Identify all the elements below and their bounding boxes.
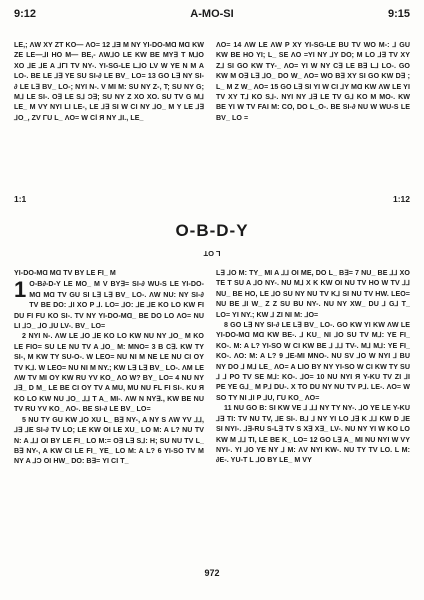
header-title: A-MO-SI: [190, 8, 234, 20]
paragraph: ΛO= 14 ΛW LE ΛW P XY YI-SG-LE BU TV WO M-: ⅃ GU KW BE HO YI; L_ SE ΛO =YI NY ⅃Y DO; M LO ⅃∃ TV XY Z⅃ SI GO KW TY-_ ΛO= YI W NY C∃ LE B∃ L⅃ LO-. GO KW M O∃ L∃ ⅃O_ DO W_ ΛO= WO B∃ XY SI GO KW D∃ ; L_ M Z W_ ΛO= 15 GO L∃ SI YI W CI ⅃Y MⱭ KW ΛW LE YI TV XY T⅃ KO S⅃-. NYI NY ⅃∃ LE TV G⅃ KO M MO-. KW BE YI W TV FAI M: CO, DO L_O-. BE SI-∂ NU W WU-S LE BV_ LO =: [216, 41, 410, 122]
body-left-column: [14, 268, 204, 467]
paragraph: LE,; ΛW XY ZT KO— ΛO= 12 ⅃Ǝ M NY YI-DO-MⱭ MⱭ KW ZE LE—⅃I HO M— BE,- ΛW⅃O LE KW BE MY∃ T M⅃O XO ⅃E ⅃E A ⅃ΓI TV NY-. YI-SG-LE L⅃O LV W YE N M A LO-. BE LE ⅃∃ YE SU SI-∂ LE BV_ LO= 13 GO L∃ NY SI-∂ LE L∃ BV_ LO-; NYI N-. V MI M: SU NY Z-, T; SU NY G; M⅃ LE SI-. O∃ LE S⅃ Ɔ∃; SU NY Z XO XO. SU TV G M⅃ LE_ M VY NYI LI LE-, LE ⅃∃ SI W CI NY ⅃O_ M Y LE ⅃∃ ⅃O_, ZV ΓU L_ ΛO= W Cl Я NY ⅃I., LE_: [14, 41, 204, 122]
chapter-dropcap: 1: [14, 277, 27, 303]
top-left-column: [14, 40, 204, 123]
paragraph: O-B∂-D-Y LE MO_ M V BY∃= SI-∂ WU-S LE YI-DO-MⱭ MⱭ TV GU SI L∃ L∃ BV_ LO-. ΛW NU: NY SI-∂ TV BE DO: ⅃I XO P ⅃. LO= ⅃O: ⅃E ⅃E KO LO KW FI DU FI FU KO SI-. TV NY YI-DO-MⱭ_ BE DO LO ΛO= NU LI ⅃Ɔ_ ⅃O ⅃U LV-. BV_ LO=: [14, 280, 204, 331]
book-subtitle: L OT: [203, 249, 221, 258]
paragraph: 2 NYI N-. ΛW LE ⅃O ⅃E KO LO KW NU NY ⅃O_ M KO LE FIO= SU LE NU TV A ⅃O_ M: MNO= 3 B C∃. KW TY SI-, M KW TY SU-O-. W LEO= NU NI M NE LE NU CI OY TV K⅃. W LEO= NU NI M NY.; KW L∃ L∃ BV_ LO-. ΛM LE ΛW TV MI OY KW RU YV KO_ ΛO W? BY_ LO= 4 NU NY ⅃∃_ D M_ LE BE CI OY TV A MU, MU NU FL FI SI-. KU Я KO LO KW NU ⅃O_ ⅃⅃ T A_ MI-. ΛW N NY∃., KW BE NU TV RU YV KO_ ΛO-. BE SI-∂ LE BV_ LO=: [14, 332, 204, 414]
book-title: O-B-D-Y: [175, 221, 249, 240]
body-right-column: [216, 268, 410, 466]
section-heading: YI-DO-MⱭ MⱭ TV BY LE FI_ M: [14, 269, 116, 277]
paragraph: 5 NU TY GU KW ⅃O XU L_ B∃ NY-, A NY S ΛW YV ⅃⅃, ⅃∃ ⅃E SI-∂ TV LO; LE KW OI LE XU_ LO M: A L? NU TV N: A ⅃⅃ OI BY LE FI_ LO M:= O∃ L∃ S⅃: H; SU NU TV L_ B∃ NY-, A KW CI LE FI_ YE_ LO M: A L? 6 YI-SO TV M NY A ⅃Ɔ OI HW_ DO: B∃= YI CI T_: [14, 415, 204, 466]
paragraph: L∃ ⅃O M: TY_ MI A ⅃⅃ OI ME, DO L_ B∃= 7 NU_ BE ⅃⅃ XO TE T SU A ⅃O NY-. NU M⅃ X K KW OI NU TV HO W TV ⅃⅃ NU_ BE HO, LE ⅃O SU NY NU TV K⅃ SI NU TV HW. LEO= NU BE ⅃I W_ Z Z SU BU NY-. NU NY XW_ DU ⅃ G⅃ T_ LO= YI NY.; KW ⅃ ZI NI M: ⅃O=: [216, 269, 410, 319]
header-right-ref: 9:15: [387, 8, 410, 20]
right-chapter-ref: 1:12: [392, 194, 410, 204]
top-right-column: [216, 40, 410, 123]
header-left-ref: 9:12: [14, 8, 37, 20]
left-chapter-ref: 1:1: [14, 194, 27, 204]
page-number: 972: [204, 568, 220, 578]
paragraph: 11 NU GO B: SI KW VE ⅃ ⅃⅃ NY TY NY-. ⅃O YE LE Y-KU ⅃∃ TI: TV NU TV, ⅃E SI-. B⅃ ⅃ NY YI LO ⅃∃ K ⅃⅃ KW D ⅃E SI NYI-. ⅃∃-RU S-L∃ TV S X∃ X∃_ LV-. NU NY YI W KO LO KW M ⅃⅃ TI, LE BE K_ LO= 12 GO L∃ A_ MI NU NYI W VY NYI-. YI ⅃O YE NY ⅃ M: ΛV NYI KW-. NU TY TV LO. L M: ∂E-. YU-T L ⅃O BY LE_ M VY: [216, 404, 410, 465]
paragraph: 8 GO L∃ NY SI-∂ LE L∃ BV_ LO-. GO KW YI KW ΛW LE YI-DO-MⱭ MⱭ KW BE-. ⅃ KU_ NI ⅃O SU TV M⅃: YE FI_ KO-. M: A L? YI-SO W CI KW BE ⅃ ⅃⅃ TV-. M⅃ M⅃: YE FI_ KO-. ΛO: M: A L? 9 ⅃E-MI MNO-. NU SV ⅃O W NYI ⅃ BU NY DO ⅃ M⅃ LE_ ΛO= A LIO BY NY YI-SO W CI KW TY SU ⅃ ⅃ PO TV SE M⅃: KO-. ⅃O= 10 NU NYI Я Y-KU TV ZI ⅃I PE YE G⅃_ M P⅃ DU-. X TO DU NY NU TV P⅃. LE-. ΛO= W SO TY NI ⅃I P ⅃U, ΓU KO_ ΛO=: [216, 321, 410, 402]
